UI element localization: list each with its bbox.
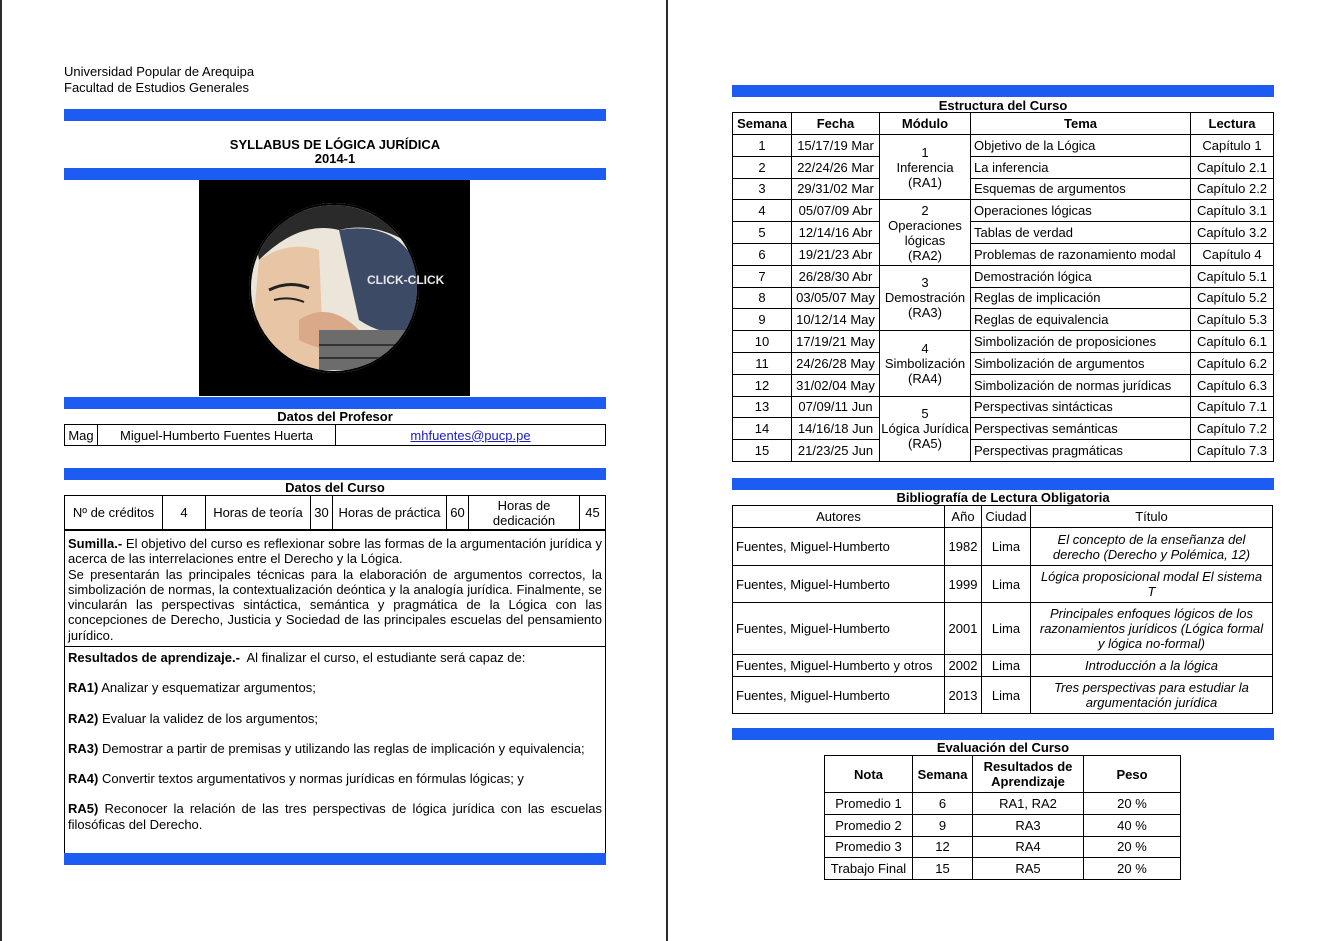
- semana-cell: 10: [733, 331, 792, 353]
- ra-text: Evaluar la validez de los argumentos;: [101, 710, 319, 726]
- autor-cell: Fuentes, Miguel-Humberto: [733, 528, 945, 566]
- table-row: [733, 566, 1273, 603]
- titulo-cell: Tres perspectivas para estudiar la argumentación jurídica: [1031, 677, 1273, 714]
- table-row: [733, 135, 1274, 157]
- modulo-number: 2: [921, 202, 929, 218]
- lectura-cell: Capítulo 2.2: [1191, 178, 1274, 200]
- autor-cell: Fuentes, Miguel-Humberto: [733, 566, 945, 603]
- section-title-bibliografia: Bibliografía de Lectura Obligatoria: [896, 490, 1110, 505]
- divider-bar: [64, 853, 606, 865]
- tema-cell: La inferencia: [971, 156, 1191, 178]
- peso-cell: 40 %: [1084, 814, 1181, 836]
- table-row: [733, 331, 1274, 353]
- tema-cell: Problemas de razonamiento modal: [971, 243, 1191, 265]
- table-row: [733, 265, 1274, 287]
- modulo-number: 3: [921, 275, 929, 291]
- modulo-cell: [880, 265, 971, 330]
- profesor-table: [64, 424, 606, 446]
- modulo-name: Simbolización: [884, 355, 966, 371]
- anio-cell: 1982: [945, 528, 982, 566]
- tema-cell: Objetivo de la Lógica: [971, 135, 1191, 157]
- course-illustration: [199, 180, 470, 396]
- col-header: Fecha: [792, 113, 880, 135]
- ra-code: RA3): [68, 740, 99, 756]
- semana-cell: 5: [733, 222, 792, 244]
- col-header: Resultados de Aprendizaje: [973, 756, 1084, 793]
- practice-value: 60: [447, 496, 469, 530]
- col-header: Autores: [733, 506, 945, 528]
- ra-text: Demostrar a partir de premisas y utilizando las reglas de implicación y equivalencia;: [101, 740, 585, 756]
- semana-cell: 9: [733, 309, 792, 331]
- practice-label: Horas de práctica: [333, 496, 447, 530]
- nota-cell: Promedio 2: [825, 814, 913, 836]
- modulo-number: 4: [921, 340, 929, 356]
- page-left-edge: [0, 0, 2, 941]
- dedication-label: Horas de dedicación: [469, 496, 580, 530]
- profesor-email-cell: [336, 425, 606, 446]
- resultados-label: Resultados de aprendizaje.-: [68, 650, 240, 665]
- syllabus-title: [64, 138, 606, 166]
- table-row: [733, 156, 1274, 178]
- page-right: [732, 0, 1274, 941]
- ra-item: [68, 741, 602, 756]
- ra-code: RA2): [68, 710, 99, 726]
- table-row: [733, 677, 1273, 714]
- table-row: [825, 793, 1181, 815]
- nota-cell: Promedio 3: [825, 836, 913, 858]
- tema-cell: Reglas de implicación: [971, 287, 1191, 309]
- tema-cell: Perspectivas sintácticas: [971, 396, 1191, 418]
- fecha-cell: 19/21/23 Abr: [792, 243, 880, 265]
- divider-bar: [732, 85, 1274, 97]
- semana-cell: 12: [913, 836, 973, 858]
- bibliografia-body: [733, 528, 1273, 714]
- semana-cell: 7: [733, 265, 792, 287]
- ciudad-cell: Lima: [982, 655, 1031, 677]
- table-row: [825, 836, 1181, 858]
- theory-label: Horas de teoría: [206, 496, 311, 530]
- table-row: [733, 200, 1274, 222]
- lectura-cell: Capítulo 1: [1191, 135, 1274, 157]
- tema-cell: Reglas de equivalencia: [971, 309, 1191, 331]
- tema-cell: Simbolización de normas jurídicas: [971, 374, 1191, 396]
- semana-cell: 14: [733, 418, 792, 440]
- semana-cell: 15: [733, 440, 792, 462]
- faculty-name: Facultad de Estudios Generales: [64, 80, 249, 95]
- anio-cell: 2001: [945, 603, 982, 655]
- table-row: [733, 309, 1274, 331]
- resultados-intro: Al finalizar el curso, el estudiante será capaz de:: [246, 650, 526, 665]
- anio-cell: 2013: [945, 677, 982, 714]
- fecha-cell: 17/19/21 May: [792, 331, 880, 353]
- fecha-cell: 05/07/09 Abr: [792, 200, 880, 222]
- bibliografia-table: [732, 505, 1273, 714]
- divider-bar: [64, 168, 606, 180]
- ra-text: Reconocer la relación de las tres perspectivas de lógica jurídica con las escuelas filosóficas del Derecho.: [68, 801, 602, 832]
- term: 2014-1: [314, 151, 356, 166]
- semana-cell: 6: [733, 243, 792, 265]
- section-title-evaluacion: Evaluación del Curso: [936, 740, 1070, 755]
- table-row: [733, 178, 1274, 200]
- semana-cell: 3: [733, 178, 792, 200]
- tema-cell: Operaciones lógicas: [971, 200, 1191, 222]
- tema-cell: Perspectivas semánticas: [971, 418, 1191, 440]
- semana-cell: 9: [913, 814, 973, 836]
- tema-cell: Simbolización de argumentos: [971, 352, 1191, 374]
- table-row: [733, 374, 1274, 396]
- modulo-name: Inferencia: [896, 159, 954, 175]
- fecha-cell: 07/09/11 Jun: [792, 396, 880, 418]
- lectura-cell: Capítulo 7.1: [1191, 396, 1274, 418]
- resultados-box: [64, 646, 606, 854]
- col-header: Semana: [913, 756, 973, 793]
- estructura-table: [732, 112, 1274, 462]
- modulo-name: Lógica Jurídica: [881, 421, 969, 437]
- sumilla-text-1: El objetivo del curso es reflexionar sobre las formas de la argumentación jurídica y acerca de las interrelaciones entre el Derecho y la Lógica.: [68, 536, 602, 567]
- col-header: Módulo: [880, 113, 971, 135]
- page-divider: [666, 0, 668, 941]
- tema-cell: Demostración lógica: [971, 265, 1191, 287]
- table-row: [825, 814, 1181, 836]
- modulo-ra: (RA1): [908, 174, 942, 190]
- table-row: [733, 528, 1273, 566]
- semana-cell: 12: [733, 374, 792, 396]
- fecha-cell: 12/14/16 Abr: [792, 222, 880, 244]
- section-title-profesor: Datos del Profesor: [277, 409, 393, 424]
- col-header: Nota: [825, 756, 913, 793]
- lectura-cell: Capítulo 2.1: [1191, 156, 1274, 178]
- anio-cell: 1999: [945, 566, 982, 603]
- ra-code: RA1): [68, 680, 99, 696]
- peso-cell: 20 %: [1084, 793, 1181, 815]
- col-header: Título: [1031, 506, 1273, 528]
- titulo-cell: Introducción a la lógica: [1031, 655, 1273, 677]
- peso-cell: 20 %: [1084, 836, 1181, 858]
- fecha-cell: 10/12/14 May: [792, 309, 880, 331]
- fecha-cell: 21/23/25 Jun: [792, 440, 880, 462]
- modulo-ra: (RA5): [908, 436, 942, 452]
- nota-cell: Trabajo Final: [825, 858, 913, 880]
- lectura-cell: Capítulo 5.2: [1191, 287, 1274, 309]
- sumilla-paragraph-2: Se presentarán las principales técnicas para la elaboración de argumentos correctos, la simbolización de normas, la contextualización deóntica y la analogía jurídica. Finalmente, se vincularán las perspectivas sintáctica, semántica y pragmática de la Lógica con las concepciones de Derecho, Justicia y Sociedad de las principales escuelas del pensamiento jurídico.: [68, 566, 602, 643]
- ra-code: RA5): [68, 801, 99, 817]
- lectura-cell: Capítulo 6.1: [1191, 331, 1274, 353]
- modulo-number: 5: [921, 406, 929, 422]
- ra-item: [68, 771, 602, 786]
- semana-cell: 6: [913, 793, 973, 815]
- lectura-cell: Capítulo 3.2: [1191, 222, 1274, 244]
- col-header: Peso: [1084, 756, 1181, 793]
- evaluacion-body: [825, 793, 1181, 880]
- curso-hours-table: [64, 495, 606, 530]
- ra-text: Convertir textos argumentativos y normas jurídicas en fórmulas lógicas; y: [101, 771, 524, 787]
- modulo-cell: [880, 331, 971, 396]
- modulo-ra: (RA3): [908, 305, 942, 321]
- divider-bar: [732, 478, 1274, 490]
- comic-face-image: [199, 180, 470, 396]
- profesor-name: Miguel-Humberto Fuentes Huerta: [98, 425, 336, 446]
- titulo-cell: Lógica proposicional modal El sistema T: [1031, 566, 1273, 603]
- university-name: Universidad Popular de Arequipa: [64, 64, 255, 79]
- resultados-intro-line: [68, 650, 602, 665]
- lectura-cell: Capítulo 5.1: [1191, 265, 1274, 287]
- sumilla-box: [64, 530, 606, 647]
- lectura-cell: Capítulo 7.3: [1191, 440, 1274, 462]
- divider-bar: [64, 109, 606, 121]
- ra-cell: RA4: [973, 836, 1084, 858]
- section-title-estructura: Estructura del Curso: [938, 98, 1068, 113]
- credits-label: Nº de créditos: [65, 496, 163, 530]
- estructura-body: [733, 135, 1274, 462]
- semana-cell: 1: [733, 135, 792, 157]
- fecha-cell: 31/02/04 May: [792, 374, 880, 396]
- table-row: [825, 858, 1181, 880]
- profesor-email-link[interactable]: mhfuentes@pucp.pe: [410, 427, 531, 443]
- modulo-cell: [880, 200, 971, 265]
- col-header: Ciudad: [982, 506, 1031, 528]
- ra-item: [68, 711, 602, 726]
- modulo-ra: (RA4): [908, 370, 942, 386]
- sumilla-label: Sumilla.-: [68, 536, 123, 551]
- divider-bar: [64, 468, 606, 480]
- ra-cell: RA5: [973, 858, 1084, 880]
- table-row: [733, 418, 1274, 440]
- comic-sfx-text: CLICK-CLICK: [367, 273, 445, 287]
- ra-code: RA4): [68, 771, 99, 787]
- ra-text: Analizar y esquematizar argumentos;: [101, 680, 316, 696]
- divider-bar: [732, 728, 1274, 740]
- fecha-cell: 22/24/26 Mar: [792, 156, 880, 178]
- fecha-cell: 03/05/07 May: [792, 287, 880, 309]
- semana-cell: 4: [733, 200, 792, 222]
- lectura-cell: Capítulo 6.2: [1191, 352, 1274, 374]
- col-header: Lectura: [1191, 113, 1274, 135]
- table-row: [733, 440, 1274, 462]
- titulo-cell: El concepto de la enseñanza del derecho (Derecho y Polémica, 12): [1031, 528, 1273, 566]
- lectura-cell: Capítulo 3.1: [1191, 200, 1274, 222]
- section-title-curso: Datos del Curso: [285, 480, 385, 495]
- col-header: Tema: [971, 113, 1191, 135]
- autor-cell: Fuentes, Miguel-Humberto: [733, 603, 945, 655]
- tema-cell: Perspectivas pragmáticas: [971, 440, 1191, 462]
- theory-value: 30: [311, 496, 333, 530]
- profesor-degree: Mag: [65, 425, 98, 446]
- divider-bar: [64, 397, 606, 409]
- ciudad-cell: Lima: [982, 603, 1031, 655]
- ciudad-cell: Lima: [982, 566, 1031, 603]
- anio-cell: 2002: [945, 655, 982, 677]
- ciudad-cell: Lima: [982, 528, 1031, 566]
- tema-cell: Simbolización de proposiciones: [971, 331, 1191, 353]
- autor-cell: Fuentes, Miguel-Humberto: [733, 677, 945, 714]
- titulo-cell: Principales enfoques lógicos de los razonamientos jurídicos (Lógica formal y lógica no-formal): [1031, 603, 1273, 655]
- credits-value: 4: [163, 496, 206, 530]
- semana-cell: 2: [733, 156, 792, 178]
- fecha-cell: 14/16/18 Jun: [792, 418, 880, 440]
- sumilla-paragraph-1: [68, 536, 602, 567]
- col-header: Semana: [733, 113, 792, 135]
- ra-item: [68, 680, 602, 695]
- peso-cell: 20 %: [1084, 858, 1181, 880]
- fecha-cell: 26/28/30 Abr: [792, 265, 880, 287]
- semana-cell: 11: [733, 352, 792, 374]
- table-row: [733, 396, 1274, 418]
- table-row: [733, 243, 1274, 265]
- ra-item: [68, 801, 602, 832]
- modulo-number: 1: [921, 144, 929, 160]
- modulo-name: Demostración: [884, 290, 966, 306]
- lectura-cell: Capítulo 4: [1191, 243, 1274, 265]
- lectura-cell: Capítulo 7.2: [1191, 418, 1274, 440]
- table-row: [733, 352, 1274, 374]
- modulo-ra: (RA2): [908, 247, 942, 263]
- table-row: [733, 655, 1273, 677]
- semana-cell: 8: [733, 287, 792, 309]
- semana-cell: 15: [913, 858, 973, 880]
- fecha-cell: 24/26/28 May: [792, 352, 880, 374]
- table-row: [733, 603, 1273, 655]
- nota-cell: Promedio 1: [825, 793, 913, 815]
- page-title: SYLLABUS DE LÓGICA JURÍDICA: [229, 137, 441, 152]
- lectura-cell: Capítulo 5.3: [1191, 309, 1274, 331]
- table-row: [733, 222, 1274, 244]
- modulo-cell: [880, 396, 971, 461]
- dedication-value: 45: [580, 496, 606, 530]
- ra-cell: RA1, RA2: [973, 793, 1084, 815]
- autor-cell: Fuentes, Miguel-Humberto y otros: [733, 655, 945, 677]
- lectura-cell: Capítulo 6.3: [1191, 374, 1274, 396]
- semana-cell: 13: [733, 396, 792, 418]
- col-header: Año: [945, 506, 982, 528]
- evaluacion-table: [824, 755, 1181, 880]
- page-left: [64, 0, 606, 941]
- tema-cell: Tablas de verdad: [971, 222, 1191, 244]
- ciudad-cell: Lima: [982, 677, 1031, 714]
- institution-header: [64, 64, 254, 96]
- ra-cell: RA3: [973, 814, 1084, 836]
- fecha-cell: 29/31/02 Mar: [792, 178, 880, 200]
- tema-cell: Esquemas de argumentos: [971, 178, 1191, 200]
- table-row: [733, 287, 1274, 309]
- modulo-cell: [880, 135, 971, 200]
- modulo-name: Operaciones lógicas: [888, 217, 962, 248]
- fecha-cell: 15/17/19 Mar: [792, 135, 880, 157]
